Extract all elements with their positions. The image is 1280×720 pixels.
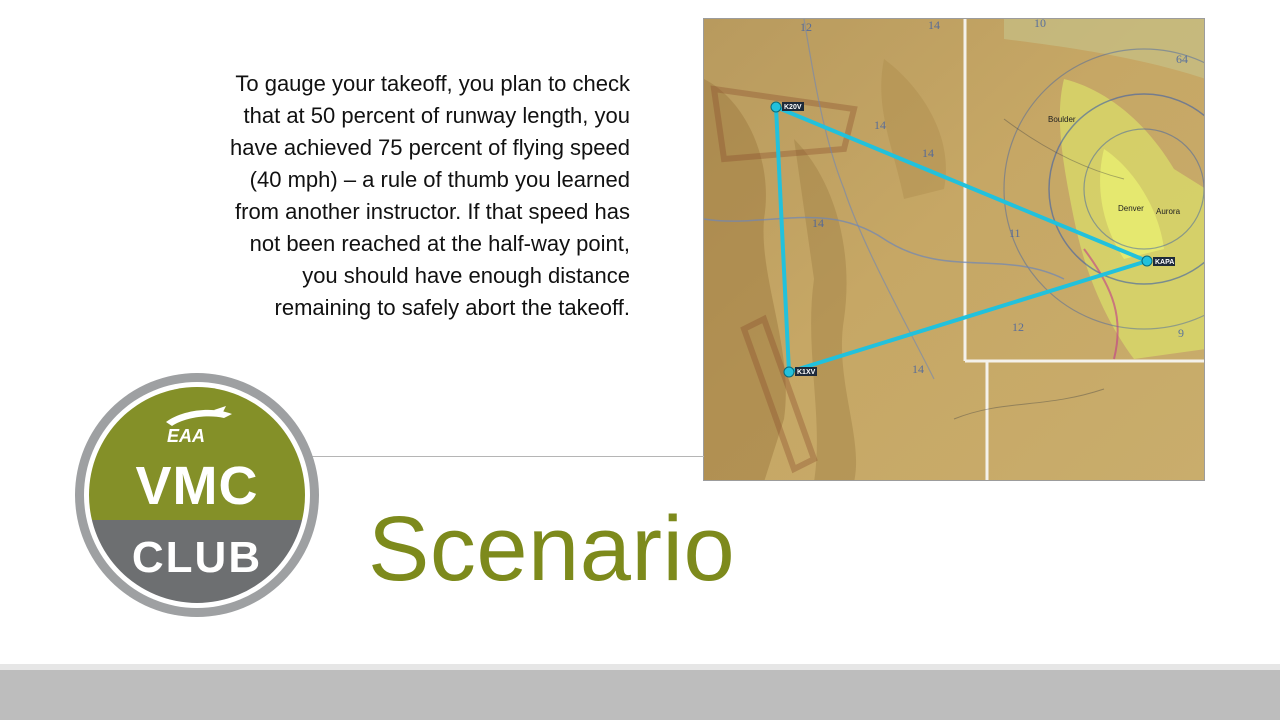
- waypoint-marker: [771, 102, 781, 112]
- elevation-figure: 11: [1009, 226, 1021, 240]
- body-line: To gauge your takeoff, you plan to check: [235, 71, 630, 96]
- elevation-figure: 14: [812, 216, 824, 230]
- logo-club-text: CLUB: [131, 533, 263, 582]
- elevation-figure: 14: [874, 118, 886, 132]
- sectional-chart-image: [703, 18, 1205, 481]
- logo-eaa-text: EAA: [166, 426, 206, 446]
- title-divider-line: [300, 456, 704, 457]
- elevation-figure: 64: [1176, 52, 1188, 66]
- place-label: Denver: [1118, 204, 1144, 213]
- elevation-figure: 12: [800, 20, 812, 34]
- body-line: from another instructor. If that speed has: [235, 199, 630, 224]
- logo-svg: [74, 372, 320, 618]
- elevation-figure: 14: [928, 19, 940, 32]
- body-line: (40 mph) – a rule of thumb you learned: [249, 167, 630, 192]
- elevation-figure: 12: [1012, 320, 1024, 334]
- elevation-figure: 9: [1178, 326, 1184, 340]
- elevation-figure: 10: [1034, 19, 1046, 30]
- waypoint-label: KAPA: [1155, 259, 1175, 266]
- elevation-figure: 14: [912, 362, 924, 376]
- waypoint-label: K20V: [784, 104, 802, 111]
- body-line: that at 50 percent of runway length, you: [243, 103, 630, 128]
- elevation-figure: 14: [922, 146, 934, 160]
- waypoint-marker: [1142, 256, 1152, 266]
- slide-title: Scenario: [368, 498, 736, 600]
- body-line: have achieved 75 percent of flying speed: [230, 135, 630, 160]
- body-line: remaining to safely abort the takeoff.: [274, 295, 630, 320]
- eaa-vmc-club-logo: [74, 372, 320, 618]
- scenario-body-text: [160, 68, 630, 324]
- logo-vmc-text: VMC: [135, 456, 259, 516]
- body-line: not been reached at the half-way point,: [249, 231, 630, 256]
- waypoint-marker: [784, 367, 794, 377]
- sectional-chart-svg: [704, 19, 1205, 481]
- body-line: you should have enough distance: [302, 263, 630, 288]
- footer-band: [0, 664, 1280, 720]
- waypoint-label: K1XV: [797, 369, 816, 376]
- place-label: Boulder: [1048, 115, 1076, 124]
- place-label: Aurora: [1156, 207, 1181, 216]
